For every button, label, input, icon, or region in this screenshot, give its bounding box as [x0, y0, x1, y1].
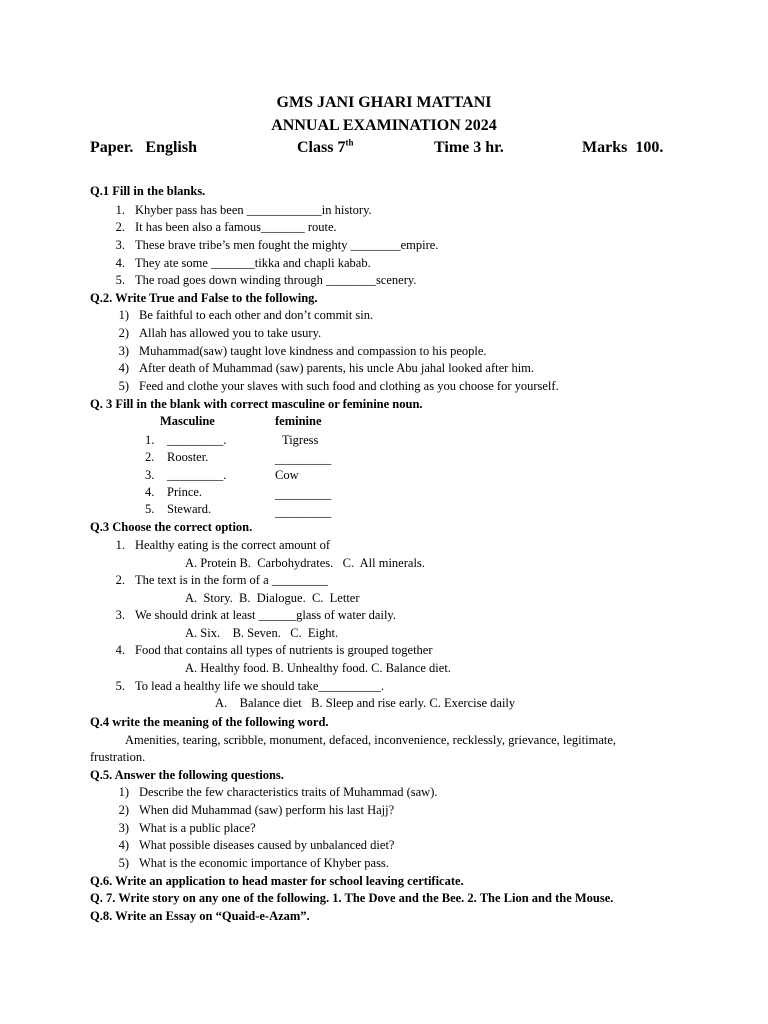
q3a-title: Q. 3 Fill in the blank with correct masculine or feminine noun.: [90, 397, 423, 411]
q5-item: 4) What possible diseases caused by unbalanced diet?: [118, 838, 395, 852]
q5-item: 2) When did Muhammad (saw) perform his last Hajj?: [118, 803, 395, 817]
q3a-number: 3.: [145, 468, 155, 482]
q1-item: 4. They ate some _______tikka and chapli kabab.: [115, 256, 371, 270]
q3b-item: 4. Food that contains all types of nutrients is grouped together: [115, 643, 433, 657]
q5-item: 1) Describe the few characteristics traits of Muhammad (saw).: [118, 785, 438, 799]
q2-item: 3) Muhammad(saw) taught love kindness and compassion to his people.: [118, 344, 487, 358]
class-text: Class 7: [297, 139, 346, 156]
q3b-item: 5. To lead a healthy life we should take__________.: [115, 679, 385, 693]
q3b-options: A. Healthy food. B. Unhealthy food. C. Balance diet.: [185, 661, 451, 675]
q1-item: 2. It has been also a famous_______ route.: [115, 220, 337, 234]
school-name: GMS JANI GHARI MATTANI: [276, 94, 492, 111]
q3b-item: 2. The text is in the form of a _________: [115, 573, 329, 587]
q3a-masculine: Prince.: [167, 485, 203, 499]
marks-label: Marks 100.: [582, 139, 664, 156]
q2-item: 2) Allah has allowed you to take usury.: [118, 326, 322, 340]
q1-item: 3. These brave tribe’s men fought the mighty ________empire.: [115, 238, 439, 252]
column-masculine: Masculine: [160, 414, 215, 428]
q3a-feminine: _________: [275, 505, 332, 519]
time-label: Time 3 hr.: [434, 139, 504, 156]
q1-item: 1. Khyber pass has been ____________in history.: [115, 203, 372, 217]
q3b-item: 3. We should drink at least ______glass of water daily.: [115, 608, 396, 622]
q5-item: 3) What is a public place?: [118, 821, 256, 835]
q3b-title: Q.3 Choose the correct option.: [90, 520, 253, 534]
q3a-feminine: _________: [275, 487, 332, 501]
q1-title: Q.1 Fill in the blanks.: [90, 184, 206, 198]
q3b-item: 1. Healthy eating is the correct amount of: [115, 538, 331, 552]
q3b-options: A. Story. B. Dialogue. C. Letter: [185, 591, 360, 605]
q8-title: Q.8. Write an Essay on “Quaid-e-Azam”.: [90, 909, 310, 923]
q7-title: Q. 7. Write story on any one of the following. 1. The Dove and the Bee. 2. The Lion and the Mouse.: [90, 891, 614, 905]
q1-item: 5. The road goes down winding through ________scenery.: [115, 273, 417, 287]
q2-item: 1) Be faithful to each other and don’t commit sin.: [118, 308, 374, 322]
q3a-feminine: Cow: [275, 468, 299, 482]
q3a-feminine: _________: [275, 452, 332, 466]
q5-item: 5) What is the economic importance of Khyber pass.: [118, 856, 389, 870]
q6-title: Q.6. Write an application to head master for school leaving certificate.: [90, 874, 464, 888]
q3a-feminine: Tigress: [282, 433, 319, 447]
q3a-number: 4.: [145, 485, 155, 499]
q3a-number: 5.: [145, 502, 155, 516]
exam-title: ANNUAL EXAMINATION 2024: [271, 117, 497, 134]
q3a-number: 2.: [145, 450, 155, 464]
column-feminine: feminine: [275, 414, 322, 428]
q3b-options: A. Balance diet B. Sleep and rise early. C. Exercise daily: [215, 696, 516, 710]
q2-title: Q.2. Write True and False to the following.: [90, 291, 318, 305]
class-label: [297, 139, 353, 157]
class-superscript: th: [345, 137, 354, 148]
q2-item: 4) After death of Muhammad (saw) parents, his uncle Abu jahal looked after him.: [118, 361, 535, 375]
q4-title: Q.4 write the meaning of the following word.: [90, 715, 329, 729]
q5-title: Q.5. Answer the following questions.: [90, 768, 284, 782]
q4-words-continued: frustration.: [90, 750, 146, 764]
q3a-masculine: Steward.: [167, 502, 212, 516]
q3a-number: 1.: [145, 433, 155, 447]
q3a-masculine: _________.: [167, 468, 227, 482]
q3b-options: A. Protein B. Carbohydrates. C. All minerals.: [185, 556, 425, 570]
q2-item: 5) Feed and clothe your slaves with such food and clothing as you choose for yourself.: [118, 379, 559, 393]
paper-subject: Paper. English: [90, 139, 197, 156]
q4-words: Amenities, tearing, scribble, monument, defaced, inconvenience, recklessly, grievance, legitimate,: [125, 733, 617, 747]
q3b-options: A. Six. B. Seven. C. Eight.: [185, 626, 339, 640]
q3a-masculine: Rooster.: [167, 450, 209, 464]
q3a-masculine: _________.: [167, 433, 227, 447]
